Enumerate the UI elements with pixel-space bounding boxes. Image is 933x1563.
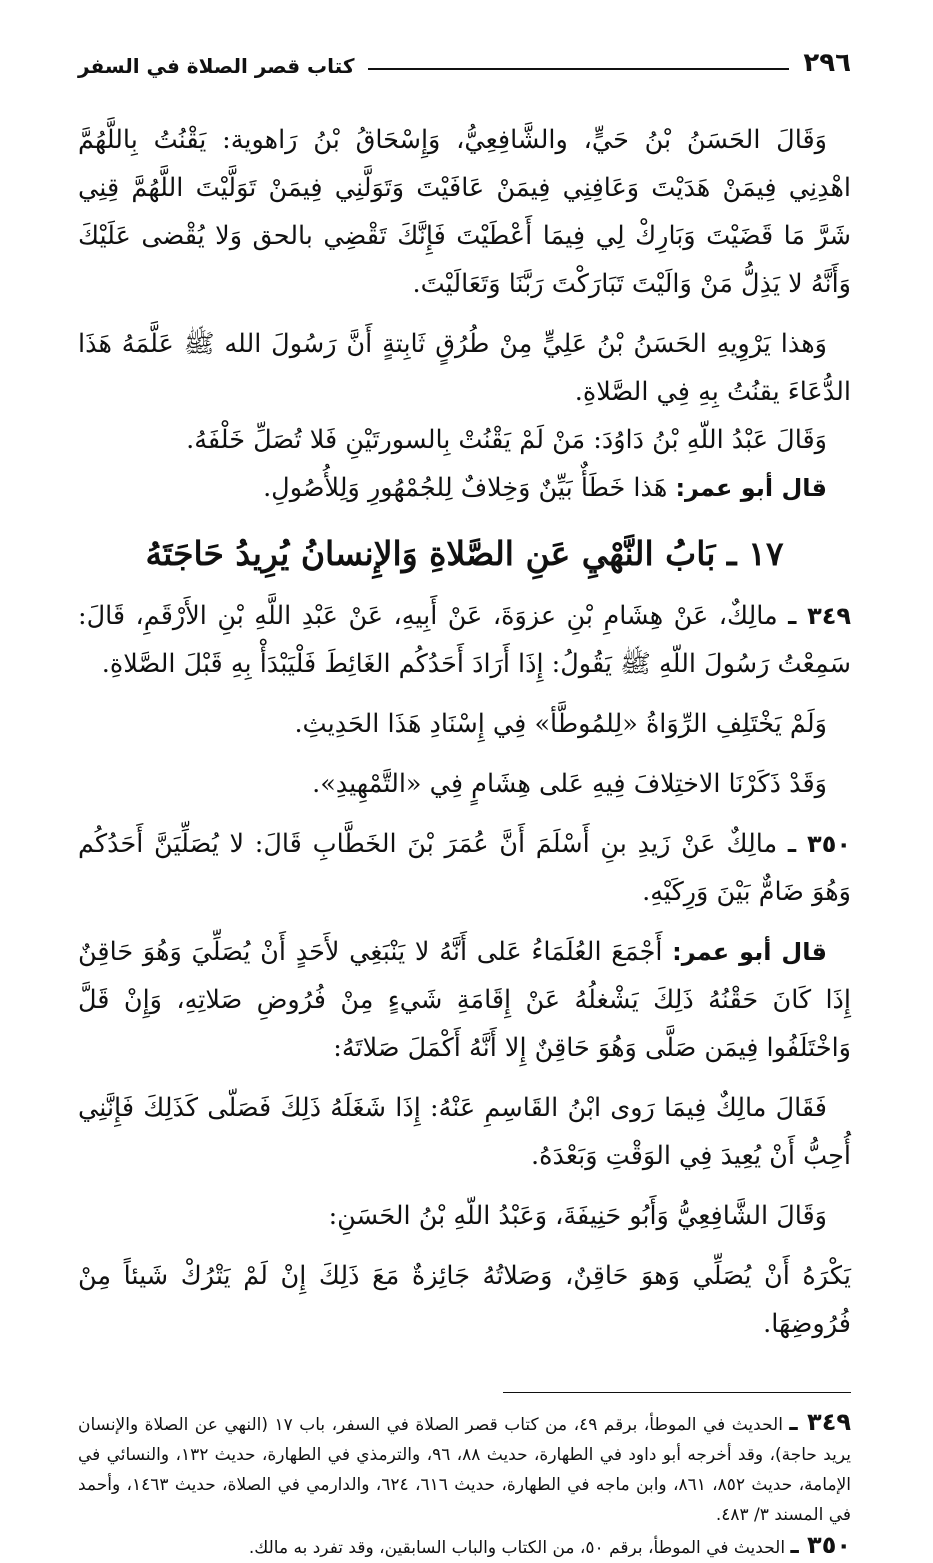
- hadith-text: مالِكٌ عَنْ زَيدِ بنِ أَسْلَمَ أَنَّ عُمَرَ بْنَ الخَطَّابِ قَالَ: لا يُصَلِّيَنَّ أَحَدُكُم وَهُوَ ضَامٌّ بَيْنَ وَرِكَيْهِ.: [78, 829, 851, 907]
- footnote-text: الحديث في الموطأ، برقم ٤٩، من كتاب قصر الصلاة في السفر، باب ١٧ (النهي عن الصلاة والإنسان يريد حاجة)، وقد أخرجه أبو داود في الطهارة، حديث ٨٨، ٩٦، والترمذي في الطهارة، حديث ١٣٢، والنسائي في الإمامة، حديث ٨٥٢، ٨٦١، وابن ماجه في الطهارة، حديث ٦١٦، ٦٢٤، والدارمي في الصلاة، حديث ١٤٦٣، وأحمد في المسند ٣/ ٤٨٣.: [78, 1415, 851, 1525]
- paragraph: وَقَالَ الشَّافِعِيُّ وَأَبُو حَنِيفَةَ، وَعَبْدُ اللّهِ بْنُ الحَسَنِ:: [328, 1201, 827, 1231]
- hadith-number: ٣٥٠ ـ: [787, 830, 851, 858]
- paragraph-text: أَجْمَعَ العُلَمَاءُ عَلى أَنَّهُ لا يَنْبَغِي لأَحَدٍ أَنْ يُصَلِّيَ وَهُوَ حَاقِنٌ إِذَا كَانَ حَقْنُهُ ذَلِكَ يَشْغلُهُ عَنْ إِقَامَةِ شَيءٍ مِنْ فُرُوضِ صَلاتِهِ، وَإِنْ قَلَّ وَاخْتَلَفُوا فِيمَن صَلَّى وَهُوَ حَاقِنٌ إِلا أَنَّهُ أَكْمَلَ صَلاتَهُ:: [78, 937, 851, 1063]
- main-text: [78, 116, 851, 1348]
- author-lead: قال أبو عمر:: [672, 938, 827, 966]
- footnote-separator: [503, 1392, 851, 1393]
- footnotes: [78, 1407, 851, 1563]
- paragraph: وَقَالَ الحَسَنُ بْنُ حَيٍّ، والشَّافِعِيُّ، وَإِسْحَاقُ بْنُ رَاهوية: يَقْنُتُ بِاللَّهُمَّ اهْدِنِي فِيمَنْ هَدَيْتَ وَعَافِنِي فِيمَنْ عَافَيْتَ وَتَوَلَّنِي فِيمَنْ تَوَلَّيْتَ اللَّهُمَّ قِنِي شَرَّ مَا قَضَيْتَ وَبَارِكْ لِي فِيمَا أَعْطَيْتَ فَإِنَّكَ تَقْضِي بالحق وَلا يُقْضى عَلَيْكَ وَأَنَّهُ لا يَذِلُّ مَنْ وَالَيْتَ تَبَارَكْتَ رَبَّنَا وَتَعَالَيْتَ.: [78, 125, 851, 299]
- running-header: [78, 38, 851, 76]
- footnote-349: [78, 1407, 851, 1530]
- paragraph: وَقَدْ ذَكَرْنَا الاختِلافَ فِيهِ عَلى هِشَامٍ فِي «التَّمْهِيدِ».: [312, 769, 827, 799]
- hadith-number: ٣٤٩ ـ: [788, 602, 852, 630]
- chapter-heading: ١٧ ـ بَابُ النَّهْيِ عَنِ الصَّلاةِ وَالإِنسانُ يُرِيدُ حَاجَتَهُ: [145, 534, 784, 573]
- footnote-number: ٣٤٩ ـ: [789, 1408, 851, 1436]
- footnote-350: [78, 1530, 851, 1563]
- paragraph: [78, 464, 851, 512]
- paragraph: يَكْرَهُ أَنْ يُصَلِّي وَهوَ حَاقِنٌ، وَصَلاتُهُ جَائِزةٌ مَعَ ذَلِكَ إِنْ لَمْ يَتْرُكْ شَيئاً مِنْ فُرُوضِهَا.: [78, 1261, 851, 1339]
- book-title: كتاب قصر الصلاة في السفر: [78, 54, 355, 78]
- footnote-text: الحديث في الموطأ، برقم ٥٠، من الكتاب والباب السابقين، وقد تفرد به مالك.: [248, 1538, 786, 1558]
- paragraph: وَقَالَ عَبْدُ اللّهِ بْنُ دَاوُدَ: مَنْ لَمْ يَقْنُتْ بِالسورتَيْنِ فَلا تُصَلِّ خَلْفَهُ.: [186, 425, 827, 455]
- hadith-text: مالِكٌ، عَنْ هِشَامِ بْنِ عزوَةَ، عَنْ أَبِيهِ، عَنْ عَبْدِ اللَّهِ بْنِ الأَرْقَمِ، قَالَ: سَمِعْتُ رَسُولَ اللّهِ ﷺ يَقُولُ: إِذَا أَرَادَ أَحَدُكُم الغَائِطَ فَلْيَبْدَأْ بِهِ قَبْلَ الصَّلاةِ.: [78, 601, 851, 679]
- paragraph: وَهذا يَرْوِيهِ الحَسَنُ بْنُ عَلِيٍّ مِنْ طُرُقٍ ثَابِتةٍ أَنَّ رَسُولَ الله ﷺ عَلَّمَهُ هَذَا الدُّعَاءَ يقنُتُ بِهِ فِي الصَّلاةِ.: [78, 329, 851, 407]
- paragraph: وَلَمْ يَخْتَلِفِ الرِّوَاةُ «لِلمُوطَّأ» فِي إِسْنَادِ هَذَا الحَدِيثِ.: [294, 709, 827, 739]
- footnote-number: ٣٥٠ ـ: [790, 1531, 851, 1559]
- paragraph: فَقَالَ مالِكٌ فِيمَا رَوى ابْنُ القَاسِمِ عَنْهُ: إِذَا شَغَلَهُ ذَلِكَ فَصَلّى كَذَلِكَ فَإِنَّنِي أُحِبُّ أَنْ يُعِيدَ فِي الوَقْتِ وَبَعْدَهُ.: [78, 1093, 851, 1171]
- header-rule: [368, 68, 789, 70]
- hadith-349: [78, 592, 851, 688]
- hadith-350: [78, 820, 851, 916]
- paragraph-text: هَذا خَطَأٌ بَيِّنٌ وَخِلافٌ لِلجُمْهُورِ وَلِلأُصُولِ.: [263, 473, 668, 503]
- author-lead: قال أبو عمر:: [675, 474, 827, 502]
- page-number: ٢٩٦: [803, 48, 851, 78]
- paragraph: [78, 928, 851, 1072]
